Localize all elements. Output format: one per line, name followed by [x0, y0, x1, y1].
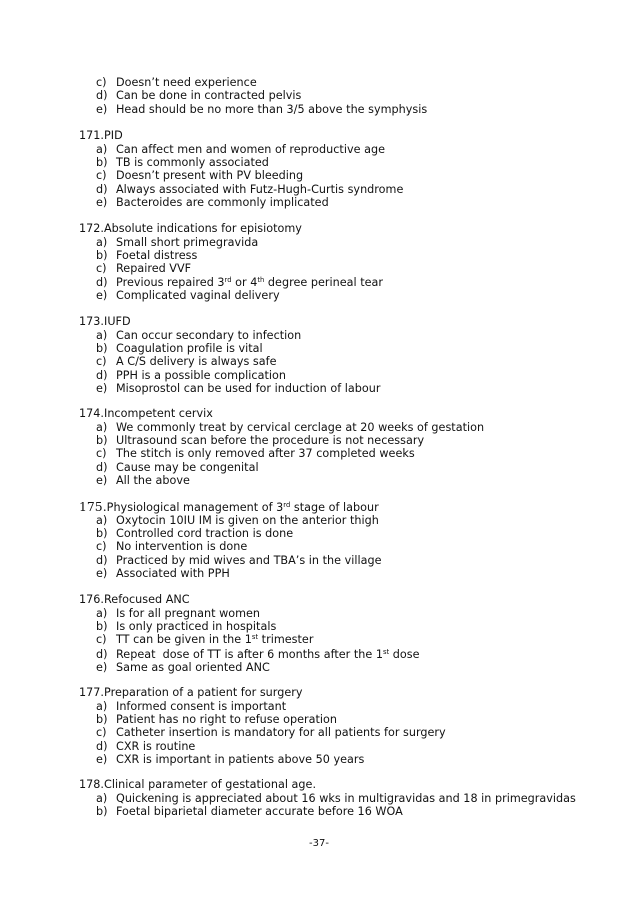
option-list [96, 792, 619, 819]
option-letter: b) [96, 713, 108, 727]
option-line [96, 183, 619, 196]
option-line [96, 753, 619, 766]
option-text [116, 276, 383, 289]
option-line [96, 262, 619, 275]
question-title [79, 778, 619, 791]
option-letter: b) [96, 249, 108, 263]
option-letter: d) [96, 553, 108, 567]
option-letter: d) [96, 275, 108, 289]
option-text: Coagulation profile is vital [116, 342, 263, 356]
question-176 [79, 593, 619, 675]
option-text: Doesn’t need experience [116, 76, 257, 89]
option-text: Foetal biparietal diameter accurate before 16 WOA [116, 805, 403, 819]
option-line [96, 289, 619, 302]
ordinal-superscript: st [382, 647, 390, 656]
question-text: Incompetent cervix [104, 407, 213, 420]
option-text: Quickening is appreciated about 16 wks in multigravidas and 18 in primegravidas [116, 791, 576, 805]
option-text [116, 633, 313, 646]
option-list [96, 607, 619, 675]
option-text: A C/S delivery is always safe [116, 355, 277, 369]
option-text: Informed consent is important [116, 699, 287, 713]
option-letter: e) [96, 753, 108, 767]
option-list [96, 236, 619, 303]
option-text: Can be done in contracted pelvis [116, 89, 302, 103]
option-list [96, 421, 619, 488]
question-172 [79, 222, 619, 303]
option-letter: b) [96, 527, 108, 541]
text-run: degree perineal tear [264, 275, 384, 289]
page-number: -37- [309, 838, 329, 849]
option-text: Repaired VVF [116, 262, 192, 276]
option-letter: b) [96, 434, 108, 448]
text-run: TT can be given in the 1 [116, 633, 252, 647]
option-line [96, 382, 619, 395]
option-letter: a) [96, 142, 108, 156]
option-letter: a) [96, 606, 108, 620]
option-line [96, 740, 619, 753]
option-line [96, 342, 619, 355]
option-letter: d) [96, 368, 108, 382]
carryover-options [96, 76, 616, 116]
option-line [96, 143, 619, 156]
option-line [96, 540, 619, 553]
text-run: trimester [258, 633, 314, 647]
option-text: All the above [116, 474, 190, 488]
option-text: Complicated vaginal delivery [116, 289, 280, 303]
question-text: Refocused ANC [104, 593, 190, 606]
option-letter: e) [96, 196, 108, 210]
option-line [96, 89, 616, 102]
option-text: We commonly treat by cervical cerclage at 20 weeks of gestation [116, 420, 485, 434]
option-letter: d) [96, 89, 108, 103]
option-text: TB is commonly associated [116, 156, 269, 170]
option-line [96, 474, 619, 487]
option-letter: c) [96, 355, 107, 369]
option-text: Misoprostol can be used for induction of labour [116, 382, 381, 396]
option-line [96, 196, 619, 209]
option-list [96, 514, 619, 581]
text-run: or 4 [231, 275, 258, 289]
option-letter: a) [96, 791, 108, 805]
text-run: Previous repaired 3 [116, 275, 225, 289]
option-line [96, 805, 619, 818]
question-title [79, 686, 619, 699]
option-text: Always associated with Futz-Hugh-Curtis syndrome [116, 182, 404, 196]
option-line [96, 661, 619, 674]
option-line [96, 236, 619, 249]
option-letter: c) [96, 169, 107, 183]
question-title [79, 593, 619, 606]
option-line [96, 607, 619, 620]
option-line [96, 355, 619, 368]
option-text: No intervention is done [116, 540, 248, 554]
option-text: Associated with PPH [116, 567, 230, 581]
option-text: CXR is important in patients above 50 years [116, 753, 365, 767]
option-text: Small short primegravida [116, 235, 259, 249]
question-title [79, 222, 619, 235]
question-title [79, 500, 619, 513]
option-line [96, 369, 619, 382]
option-line [96, 329, 619, 342]
option-list [96, 700, 619, 767]
option-line [96, 249, 619, 262]
option-letter: c) [96, 540, 107, 554]
question-number: 173. [79, 315, 104, 328]
question-text: Absolute indications for episiotomy [104, 222, 302, 235]
option-letter: e) [96, 382, 108, 396]
option-text: Is for all pregnant women [116, 606, 261, 620]
question-177 [79, 686, 619, 767]
ordinal-superscript: st [251, 633, 259, 642]
option-letter: a) [96, 699, 108, 713]
text-run: stage of labour [290, 501, 379, 514]
option-text: Cause may be congenital [116, 460, 259, 474]
option-letter: e) [96, 661, 108, 675]
option-letter: d) [96, 739, 108, 753]
question-number: 174. [79, 407, 104, 420]
option-letter: c) [96, 447, 107, 461]
question-175 [79, 500, 619, 581]
option-line [96, 567, 619, 580]
question-text [107, 501, 379, 514]
option-line [96, 633, 619, 646]
option-text: PPH is a possible complication [116, 368, 286, 382]
option-text: Controlled cord traction is done [116, 527, 294, 541]
option-letter: e) [96, 102, 108, 116]
question-title [79, 407, 619, 420]
option-text: The stitch is only removed after 37 completed weeks [116, 447, 415, 461]
question-title [79, 315, 619, 328]
ordinal-superscript: rd [224, 275, 232, 284]
option-text: Ultrasound scan before the procedure is not necessary [116, 434, 425, 448]
text-run: dose [389, 647, 420, 661]
question-174 [79, 407, 619, 488]
option-text: Same as goal oriented ANC [116, 661, 270, 675]
option-letter: d) [96, 460, 108, 474]
option-text: Head should be no more than 3/5 above the symphysis [116, 102, 428, 116]
option-line [96, 554, 619, 567]
option-letter: c) [96, 633, 107, 647]
question-text: IUFD [104, 315, 131, 328]
option-line [96, 700, 619, 713]
option-text: CXR is routine [116, 739, 196, 753]
question-number: 171. [79, 129, 104, 142]
option-line [96, 434, 619, 447]
question-173 [79, 315, 619, 396]
question-number: 176. [79, 593, 104, 606]
question-number: 175. [79, 499, 107, 514]
option-letter: a) [96, 420, 108, 434]
option-line [96, 527, 619, 540]
option-list [96, 143, 619, 210]
option-line [96, 156, 619, 169]
option-letter: b) [96, 342, 108, 356]
option-letter: b) [96, 805, 108, 819]
question-number: 178. [79, 778, 104, 791]
option-line [96, 276, 619, 289]
ordinal-superscript: rd [283, 501, 291, 509]
option-text: Oxytocin 10IU IM is given on the anterior thigh [116, 513, 379, 527]
question-title [79, 129, 619, 142]
option-text: Can occur secondary to infection [116, 328, 302, 342]
option-text: Foetal distress [116, 249, 198, 263]
question-text: PID [104, 129, 123, 142]
option-letter: c) [96, 262, 107, 276]
option-line [96, 620, 619, 633]
option-letter: e) [96, 289, 108, 303]
option-letter: d) [96, 182, 108, 196]
option-text: Can affect men and women of reproductive age [116, 142, 385, 156]
option-letter: e) [96, 567, 108, 581]
option-letter: c) [96, 76, 107, 89]
ordinal-superscript: th [257, 275, 265, 284]
option-letter: a) [96, 328, 108, 342]
option-letter: b) [96, 156, 108, 170]
option-line [96, 421, 619, 434]
option-text [116, 648, 420, 661]
option-line [96, 76, 616, 89]
option-line [96, 447, 619, 460]
option-line [96, 792, 619, 805]
option-line [96, 461, 619, 474]
option-text: Bacteroides are commonly implicated [116, 196, 329, 210]
option-line [96, 169, 619, 182]
option-list [96, 329, 619, 396]
text-run: Repeat dose of TT is after 6 months after the 1 [116, 647, 383, 661]
question-171 [79, 129, 619, 210]
option-line [96, 103, 616, 116]
option-letter: b) [96, 620, 108, 634]
option-letter: d) [96, 647, 108, 661]
option-line [96, 713, 619, 726]
option-text: Catheter insertion is mandatory for all patients for surgery [116, 726, 446, 740]
option-letter: a) [96, 235, 108, 249]
option-text: Doesn’t present with PV bleeding [116, 169, 304, 183]
text-run: Physiological management of 3 [106, 501, 284, 514]
option-line [96, 726, 619, 739]
question-178 [79, 778, 619, 818]
option-letter: c) [96, 726, 107, 740]
option-letter: a) [96, 513, 108, 527]
option-line [96, 514, 619, 527]
option-text: Is only practiced in hospitals [116, 620, 277, 634]
option-line [96, 648, 619, 661]
question-number: 172. [79, 222, 104, 235]
option-text: Patient has no right to refuse operation [116, 713, 338, 727]
question-text: Preparation of a patient for surgery [104, 686, 303, 699]
question-number: 177. [79, 686, 104, 699]
option-text: Practiced by mid wives and TBA’s in the village [116, 553, 382, 567]
option-letter: e) [96, 474, 108, 488]
question-text: Clinical parameter of gestational age. [104, 778, 317, 791]
